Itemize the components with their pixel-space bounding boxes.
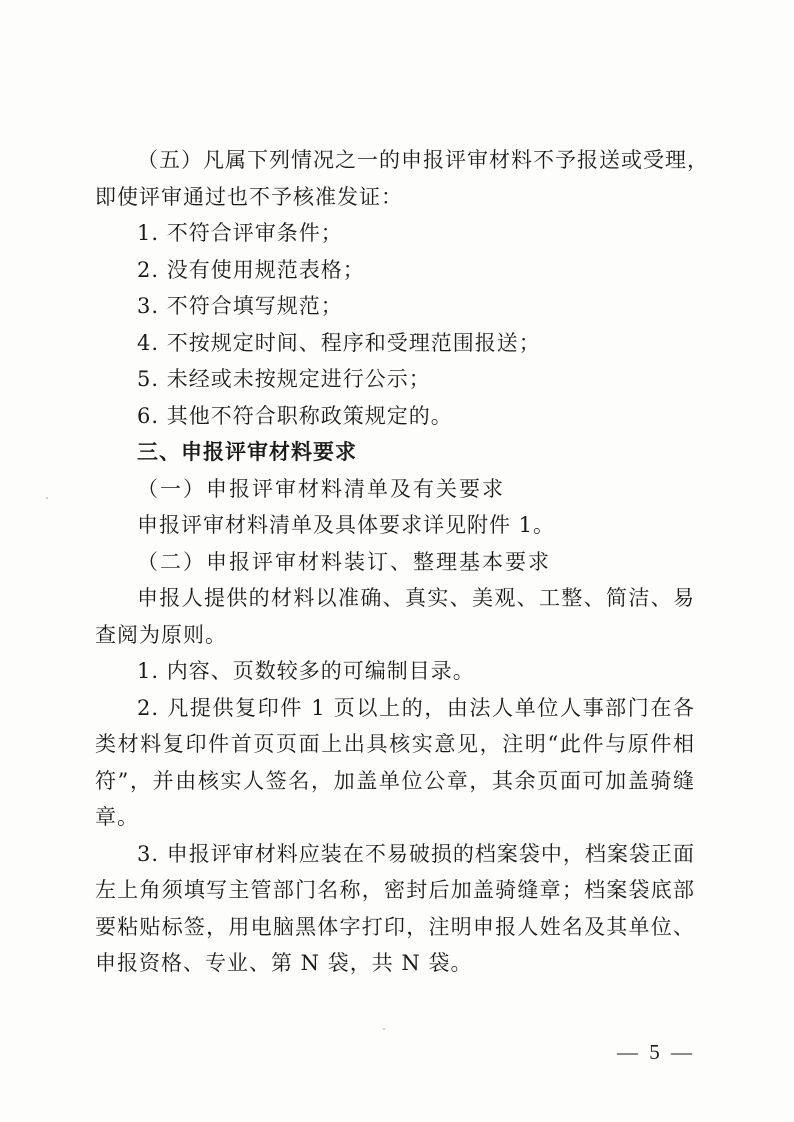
materials-list-note: 申报评审材料清单及具体要求详见附件 1。 [137,513,556,537]
list-item-5: 5. 未经或未按规定进行公示； [137,367,431,391]
subsection-heading-two: （二）申报评审材料装订、整理基本要求 [137,549,551,574]
section-heading-three: 三、申报评审材料要求 [137,440,357,464]
scan-speck [383,1028,385,1030]
subsection-heading-one: （一）申报评审材料清单及有关要求 [137,476,505,501]
section-five-intro: （五）凡属下列情况之一的申报评审材料不予报送或受理， [137,148,709,172]
paragraph-item-2: 2. 凡提供复印件 1 页以上的，由法人单位人事部门在各类材料复印件首页页面上出具核实意见，注明“此件与原件相符”，并由核实人签名，加盖单位公章，其余页面可加盖骑缝章。 [95,695,695,829]
paragraph-item-1: 1. 内容、页数较多的可编制目录。 [137,659,475,683]
list-item-6: 6. 其他不符合职称政策规定的。 [137,403,453,428]
section-five-intro-cont: 即使评审通过也不予核准发证： [95,184,403,209]
page-number: — 5 — [617,1040,695,1064]
list-item-2: 2. 没有使用规范表格； [137,257,365,282]
document-body [95,142,709,982]
scan-speck [46,497,48,499]
paragraph-item-3: 3. 申报评审材料应装在不易破损的档案袋中，档案袋正面左上角须填写主管部门名称，密封后加盖骑缝章；档案袋底部要粘贴标签，用电脑黑体字打印，注明申报人姓名及其单位、申报资格、专业、第 N 袋，共 N 袋。 [95,841,695,975]
list-item-4: 4. 不按规定时间、程序和受理范围报送； [137,330,541,355]
paragraph-principle: 申报人提供的材料以准确、真实、美观、工整、简洁、易查阅为原则。 [95,586,695,647]
list-item-1: 1. 不符合评审条件； [137,221,343,245]
list-item-3: 3. 不符合填写规范； [137,294,343,318]
